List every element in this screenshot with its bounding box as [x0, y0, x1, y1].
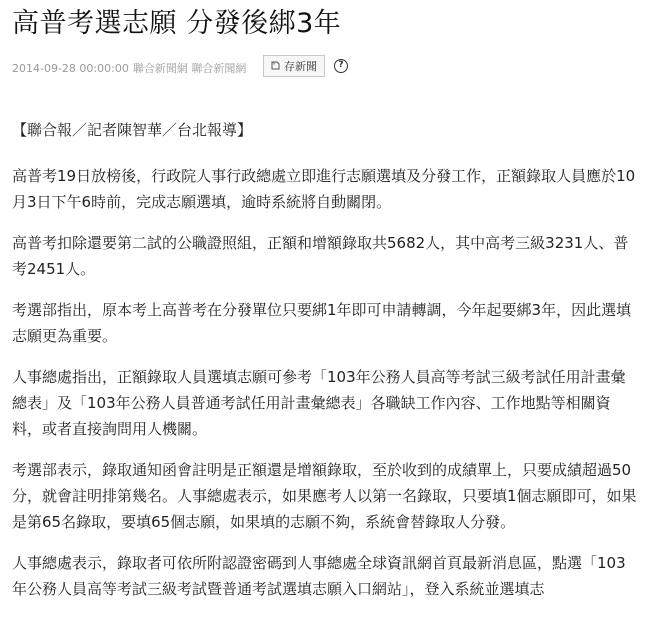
article-meta	[12, 57, 246, 79]
article-body	[12, 117, 638, 617]
paragraph-6: 人事總處表示，錄取者可依所附認證密碼到人事總處全球資訊網首頁最新消息區，點選「103年公務人員高等考試三級考試暨普通考試選填志願入口網站」，登入系統並選填志	[12, 554, 626, 598]
byline: 【聯合報／記者陳智華／台北報導】	[12, 121, 253, 139]
save-icon	[271, 60, 280, 73]
publish-date: 2014-09-28 00:00:00	[12, 61, 129, 75]
paragraph-1: 高普考19日放榜後，行政院人事行政總處立即進行志願選填及分發工作，正額錄取人員應於10月3日下午6時前，完成志願選填，逾時系統將自動關閉。	[12, 167, 636, 211]
paragraph-3: 考選部指出，原本考上高普考在分發單位只要綁1年即可申請轉調，今年起要綁3年，因此選填志願更為重要。	[12, 301, 632, 345]
article-title: 高普考選志願 分發後綁3年	[12, 8, 342, 39]
paragraph-4: 人事總處指出，正額錄取人員選填志願可參考「103年公務人員高等考試三級考試任用計畫彙總表」及「103年公務人員普通考試任用計畫彙總表」各職缺工作內容、工作地點等相關資料，或者直接詢問用人機關。	[12, 368, 626, 438]
paragraph-5: 考選部表示，錄取通知函會註明是正額還是增額錄取，至於收到的成績單上，只要成績超過50分，就會註明排第幾名。人事總處表示，如果應考人以第一名錄取，只要填1個志願即可，如果是第65名錄取，要填65個志願，如果填的志願不夠，系統會替錄取人分發。	[12, 461, 637, 531]
save-news-button[interactable]	[263, 55, 325, 77]
save-news-label: 存新聞	[284, 60, 317, 73]
news-source: 聯合新聞網 聯合新聞網	[132, 62, 247, 75]
help-icon[interactable]: ?	[334, 59, 348, 73]
paragraph-2: 高普考扣除還要第二試的公職證照組，正額和增額錄取共5682人，其中高考三級3231人、普考2451人。	[12, 234, 629, 278]
